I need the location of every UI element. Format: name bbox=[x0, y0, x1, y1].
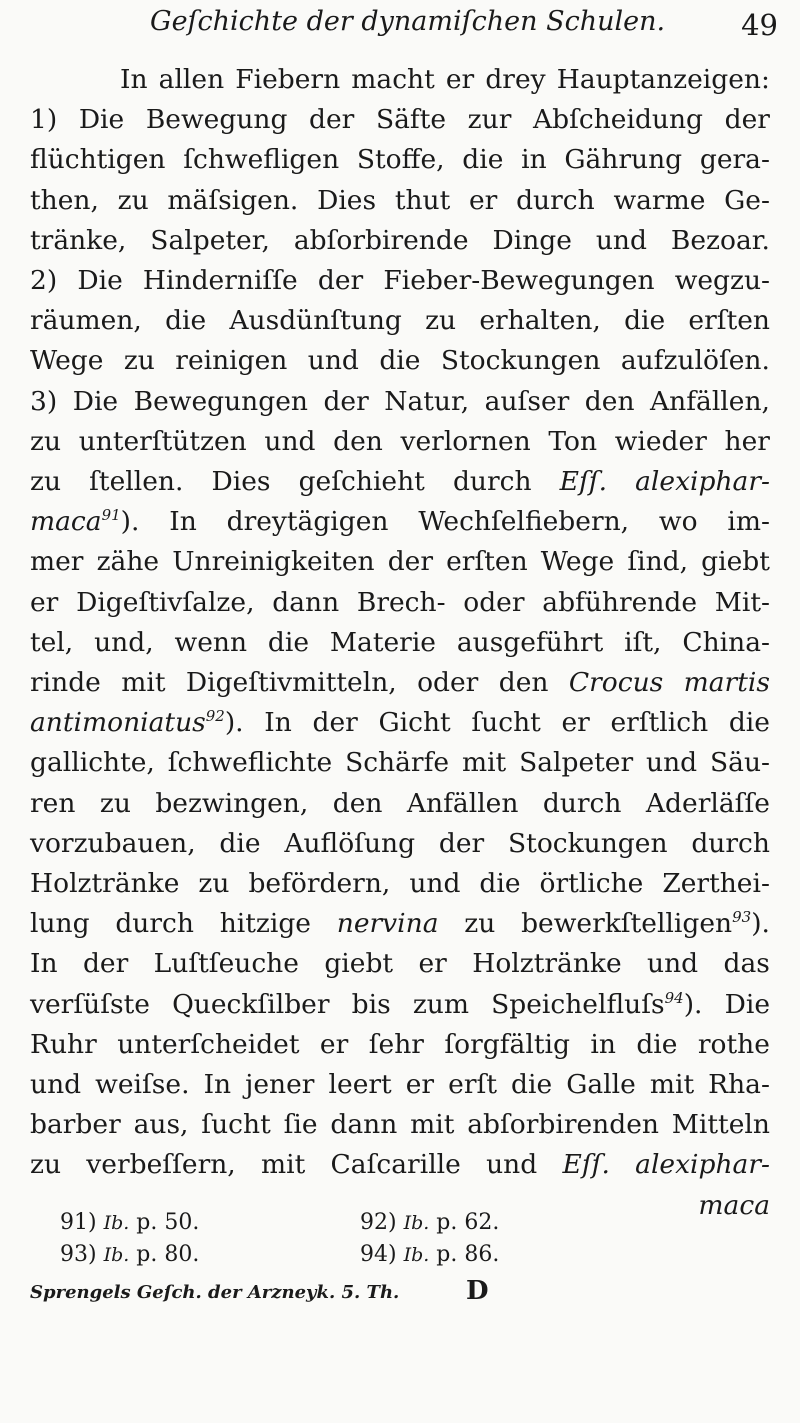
text-line: 3) Die Bewegungen der Natur, auſser den Anfällen, bbox=[30, 385, 770, 417]
page-number: 49 bbox=[741, 8, 778, 42]
text-line: tränke, Salpeter, abſorbirende Dinge und Bezoar. bbox=[30, 224, 770, 256]
text-line: lung durch hitzige nervina zu bewerkſtelligen$^{93}$). bbox=[30, 908, 770, 940]
text-line: 1) Die Bewegung der Säfte zur Abſcheidung der bbox=[30, 104, 770, 136]
text-line: flüchtigen ſchwefligen Stoffe, die in Gährung gera- bbox=[30, 144, 770, 176]
text-line: In der Luſtſeuche giebt er Holztränke und das bbox=[30, 948, 770, 980]
text-line: zu verbeſſern, mit Caſcarille und Eſſ. alexiphar- bbox=[30, 1149, 770, 1181]
text-line: er Digeſtivſalze, dann Brech- oder abführende Mit- bbox=[30, 586, 770, 618]
text-line: mer zähe Unreinigkeiten der erſten Wege ſind, giebt bbox=[30, 546, 770, 578]
footnote-94: 94) Ib. p. 86. bbox=[360, 1242, 500, 1267]
text-line: verſüſste Queckſilber bis zum Speichelfluſs$^{94}$). Die bbox=[30, 988, 770, 1020]
text-line: Holztränke zu befördern, und die örtliche Zerthei- bbox=[30, 868, 770, 899]
text-line: 2) Die Hinderniſſe der Fieber-Bewegungen wegzu- bbox=[30, 265, 770, 296]
text-line: antimoniatus$^{92}$). In der Gicht ſucht er erſtlich die bbox=[30, 707, 770, 739]
text-line: zu ſtellen. Dies geſchieht durch Eſſ. alexiphar- bbox=[30, 466, 770, 497]
text-line: räumen, die Ausdünſtung zu erhalten, die erſten bbox=[30, 305, 770, 337]
page-header bbox=[150, 6, 778, 46]
signature-mark: D bbox=[466, 1276, 489, 1306]
text-line: Wege zu reinigen und die Stockungen aufzulöſen. bbox=[30, 345, 770, 377]
text-line: maca bbox=[698, 1189, 770, 1221]
text-line: vorzubauen, die Auflöſung der Stockungen durch bbox=[30, 827, 770, 859]
footnote-92: 92) Ib. p. 62. bbox=[360, 1210, 500, 1235]
text-line: Ruhr unterſcheidet er ſehr ſorgfältig in die rothe bbox=[30, 1028, 770, 1060]
text-line: und weiſse. In jener leert er erſt die Galle mit Rha- bbox=[30, 1069, 770, 1100]
footnote-91: 91) Ib. p. 50. bbox=[60, 1210, 200, 1235]
text-line: maca$^{91}$). In dreytägigen Wechſelfiebern, wo im- bbox=[30, 506, 770, 538]
running-title: Geſchichte der dynamiſchen Schulen. bbox=[150, 6, 666, 37]
footnote-93: 93) Ib. p. 80. bbox=[60, 1242, 200, 1267]
text-line: ren zu bezwingen, den Anfällen durch Aderläſſe bbox=[30, 787, 770, 819]
text-line: tel, und, wenn die Materie ausgeführt iſt, China- bbox=[30, 626, 770, 658]
printer-signature: Sprengels Geſch. der Arzneyk. 5. Th. bbox=[30, 1282, 400, 1303]
text-line: barber aus, ſucht ſie dann mit abſorbirenden Mitteln bbox=[30, 1109, 770, 1141]
text-line: rinde mit Digeſtivmitteln, oder den Crocus martis bbox=[30, 667, 770, 698]
text-line: then, zu mäſsigen. Dies thut er durch warme Ge- bbox=[30, 184, 770, 216]
text-line: gallichte, ſchweflichte Schärfe mit Salpeter und Säu- bbox=[30, 747, 770, 779]
text-line: zu unterſtützen und den verlornen Ton wieder her bbox=[30, 425, 770, 457]
text-line: In allen Fiebern macht er drey Hauptanzeigen: bbox=[120, 64, 770, 95]
